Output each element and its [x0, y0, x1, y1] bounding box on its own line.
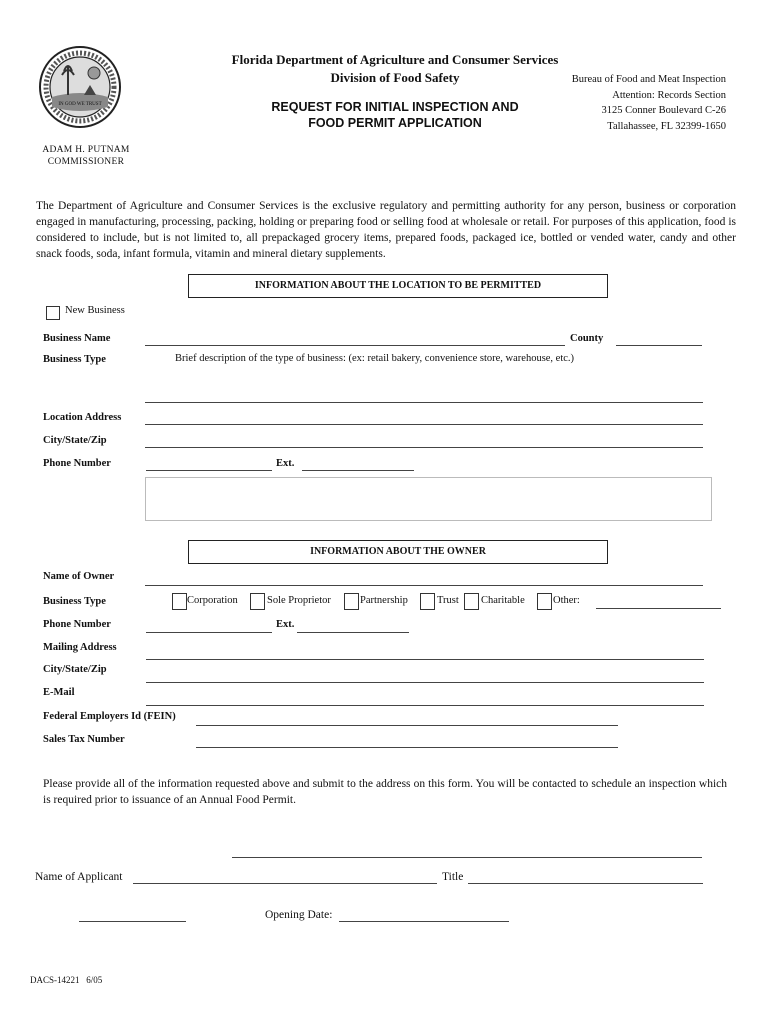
mailing-address-field[interactable] — [146, 659, 704, 660]
other-label: Other: — [553, 595, 580, 606]
corporation-checkbox[interactable] — [172, 593, 187, 610]
partnership-checkbox[interactable] — [344, 593, 359, 610]
city-state-zip: Tallahassee, FL 32399-1650 — [607, 120, 726, 132]
mailing-address-label: Mailing Address — [43, 642, 117, 653]
sole-proprietor-checkbox[interactable] — [250, 593, 265, 610]
closing-paragraph: Please provide all of the information requested above and submit to the address on this form. You will be contacted to schedule an inspection which is required prior to issuance of an Annual Food Permit. — [43, 778, 727, 806]
applicant-title-field[interactable] — [468, 883, 703, 884]
street-address: 3125 Conner Boulevard C-26 — [601, 105, 726, 116]
svg-text:IN GOD WE TRUST: IN GOD WE TRUST — [58, 102, 102, 107]
owner-phone-field[interactable] — [146, 632, 272, 633]
form-number-code: DACS-14221 — [30, 975, 80, 985]
owner-name-field[interactable] — [145, 585, 703, 586]
other-field[interactable] — [596, 608, 721, 609]
owner-city-label: City/State/Zip — [43, 664, 107, 675]
bureau-name: Bureau of Food and Meat Inspection — [571, 74, 726, 85]
location-ext-label: Ext. — [276, 458, 295, 469]
florida-state-seal — [38, 45, 122, 129]
charitable-label: Charitable — [481, 595, 525, 606]
owner-ext-field[interactable] — [297, 632, 409, 633]
form-title-line2: FOOD PERMIT APPLICATION — [308, 116, 482, 130]
intro-paragraph: The Department of Agriculture and Consumer Services is the exclusive regulatory and permitting authority for any person, business or corporation engaged in manufacturing, processing, packing, holding or preparing food or selling food at wholesale or retail. For purposes of this application, food is considered to include, but is not limited to, all prepackaged grocery items, prepared foods, packaged ice, bottled or vended water, candy and other snack foods, soda, infant formula, vitamin and mineral dietary supplements. — [36, 200, 736, 260]
business-type-label: Business Type — [43, 354, 106, 365]
owner-section-title: INFORMATION ABOUT THE OWNER — [188, 540, 608, 564]
signature-line[interactable] — [232, 857, 702, 858]
division-name: Division of Food Safety — [330, 70, 460, 85]
location-address-label: Location Address — [43, 412, 122, 423]
business-type-field[interactable] — [145, 402, 703, 403]
owner-business-type-label: Business Type — [43, 596, 106, 607]
trust-label: Trust — [437, 595, 459, 606]
owner-ext-label: Ext. — [276, 619, 295, 630]
form-number — [30, 975, 102, 985]
sales-tax-label: Sales Tax Number — [43, 734, 125, 745]
date-signed-field[interactable] — [79, 921, 186, 922]
applicant-title-label: Title — [442, 871, 464, 883]
form-title-line1: REQUEST FOR INITIAL INSPECTION AND — [271, 100, 519, 114]
email-field[interactable] — [146, 705, 704, 706]
owner-name-label: Name of Owner — [43, 571, 115, 582]
county-field[interactable] — [616, 345, 702, 346]
fein-field[interactable] — [196, 725, 618, 726]
attention-line: Attention: Records Section — [612, 89, 726, 101]
owner-city-field[interactable] — [146, 682, 704, 683]
fein-label: Federal Employers Id (FEIN) — [43, 711, 176, 722]
owner-phone-label: Phone Number — [43, 619, 111, 630]
commissioner-name: ADAM H. PUTNAM — [42, 145, 130, 155]
business-name-field[interactable] — [145, 345, 565, 346]
location-address-field[interactable] — [145, 424, 703, 425]
charitable-checkbox[interactable] — [464, 593, 479, 610]
department-name: Florida Department of Agriculture and Consumer Services — [231, 52, 559, 67]
location-section-title: INFORMATION ABOUT THE LOCATION TO BE PERMITTED — [188, 274, 608, 298]
sales-tax-field[interactable] — [196, 747, 618, 748]
new-business-label: New Business — [65, 305, 125, 316]
opening-date-field[interactable] — [339, 921, 509, 922]
trust-checkbox[interactable] — [420, 593, 435, 610]
commissioner-title: COMMISSIONER — [47, 157, 125, 167]
mailing-address-block — [572, 72, 726, 134]
corporation-label: Corporation — [187, 595, 238, 606]
location-notes-box[interactable] — [145, 477, 712, 521]
email-label: E-Mail — [43, 687, 75, 698]
form-revision: 6/05 — [86, 975, 103, 985]
business-name-label: Business Name — [43, 333, 111, 344]
business-type-hint: Brief description of the type of business: (ex: retail bakery, convenience store, warehouse, etc.) — [175, 353, 575, 364]
applicant-name-field[interactable] — [133, 883, 437, 884]
location-city-field[interactable] — [145, 447, 703, 448]
opening-date-label: Opening Date: — [265, 909, 333, 921]
location-phone-label: Phone Number — [43, 458, 111, 469]
applicant-name-label: Name of Applicant — [35, 871, 123, 883]
county-label: County — [570, 333, 604, 344]
commissioner-block — [40, 144, 132, 168]
location-ext-field[interactable] — [302, 470, 414, 471]
partnership-label: Partnership — [360, 595, 408, 606]
new-business-checkbox[interactable] — [46, 306, 60, 320]
location-phone-field[interactable] — [146, 470, 272, 471]
location-city-label: City/State/Zip — [43, 435, 107, 446]
other-checkbox[interactable] — [537, 593, 552, 610]
sole-proprietor-label: Sole Proprietor — [267, 595, 331, 606]
